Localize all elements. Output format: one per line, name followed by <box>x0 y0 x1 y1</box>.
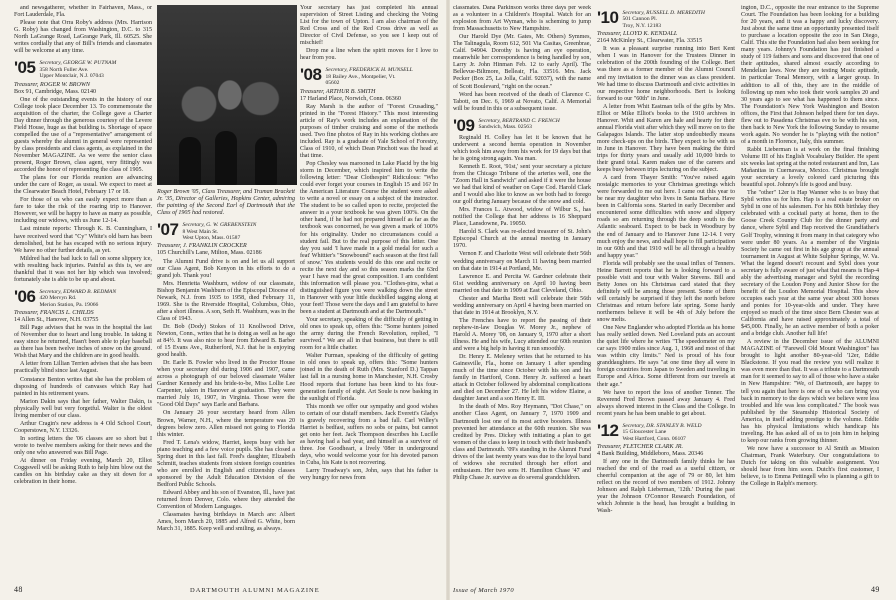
news-paragraph: For those of us who can easily expect more than a fare to take the risk of the roaring trip to Hanover. However, we will be happy to have as many as possible, including our widows, with us June 12-14. <box>14 197 152 225</box>
treasurer-info <box>14 82 152 96</box>
news-paragraph: Mrs. Henrietta Washburn, widow of our classmate, Bishop Benjamin Washburn of the Episcopal Diocese of Newark, N.J. from 1935 to 1958, died February 11, 1969. She is the Riverside Hospital, Columbus, Ohio, after a short illness. A son, Seth H. Washburn, was in the Class of 1943. <box>157 280 295 322</box>
secretary-address-line: Upper Montclair, N.J. 07043 <box>39 73 104 80</box>
secretary-address-line: West Hartford, Conn. 06107 <box>622 435 686 442</box>
news-paragraph: We now have a successor to Al Smith as Mission Chairman, Frank Waterbury. Our congratulations to Dutch for taking on this valuable assignment. You should hear from him soon. Dutch's first customer, I believe, is to Emma Pettingell who is planning a gift to the College in Ralph's memory. <box>741 445 879 488</box>
news-paragraph: Drop me a line when the spirit moves for I love to hear from you. <box>300 48 438 62</box>
secretary-address-line: Sandwich, Mass. 02563 <box>478 124 532 131</box>
class-heading <box>14 286 152 308</box>
treasurer-info <box>597 31 735 45</box>
secretary-address-line: Troy, N.Y. 12183 <box>622 22 662 29</box>
secretary-address-line: 358 North Fuller Ave. <box>39 66 89 73</box>
news-paragraph: Please note that Orra Roby's address (Mrs. Harrison G. Roby) has changed from Washington, D.C. to 315 North LaGrange Road, LaGrange Park, Ill. 60525. She writes cordially that any of Bill's friends and classmates will be welcome at any time. <box>14 20 152 55</box>
treasurer-name: Treasurer, LLOYD K. KENDALL <box>597 31 678 38</box>
news-paragraph: Dr. Earle B. Fowler who lived in the Proctor House when your secretary did during 1906 and 1907, came across a photograph of our beloved classmate Walter Gardner Kennedy and his bride-to-be, Miss Lollie Lee Carpenter, taken in Hanover at graduation. They were married July 16, 1907, in Virginia. Those were the "Good Old Days" says Earle and Barbara. <box>157 360 295 409</box>
secretary-address-line: 15 Gloucester Lane <box>622 429 667 436</box>
left-page-number: 48 <box>14 585 23 594</box>
right-page-number: 49 <box>871 585 880 594</box>
class-year: '12 <box>597 420 619 440</box>
left-page <box>0 0 447 600</box>
news-paragraph: Lawrence E. and Percita W. Gardner celebrate their 61st wedding anniversary on April 10 having been married on that date in 1909 at East Cleveland, Ohio. <box>453 273 591 294</box>
news-paragraph: Ray Marsh is the author of "Forest Crusading," printed in the "Forest History." This most interesting article of Ray's work includes an explanation of the purposes of timber cruising and some of the methods used. Two fine photos of Ray in his working clothes are included. Ray is a graduate of Yale School of Forestry, Class of 1910, of which Dean Pinchott was the head at that time. <box>300 103 438 160</box>
news-paragraph: A card from Thayer Smith: "You've raised again nostalgic memories to your Christmas greetings which were forwarded to me out here. I came out this year to be near my daughter who lives in Santa Barbara. Have been in California sons. Started in early December and encountered some difficulties with snow and slippery roads so am returning through the deep south to the Atlantic seaboard. Expect to be back in Woodbury by the end of January and to Hanover June 12-14. I very much enjoy the news, and shall hope to fill participation in our 60th and that 1910 will be all through a healthy and happy year." <box>597 175 735 259</box>
class-secretary-info <box>622 423 701 442</box>
news-paragraph: This month we offer our sympathy and good wishes to certain of our distaff members. Jack Everett's Gladys is gravely recovering from a bad fall. Carl Willey's Harriet is bedfast, suffers no sobs or pains, but cannot get onto her feet. Jack Thompson describes his Lucille as having had a bad year, and himself as a survivor of three. Joe Goodheart, a lively '08er in underground days, who would welcome your for his devoted parson in Cuba, his Kate is not recovering. <box>300 403 438 467</box>
news-paragraph: On January 26 your secretary heard from Allen Brown, Warner, N.H., where the temperature was 20 degrees below zero. Allen missed not going to Florida this winter. <box>157 410 295 438</box>
treasurer-info <box>14 310 152 324</box>
treasurer-address: 105 Churchill's Lane, Milton, Mass. 02186 <box>157 250 262 257</box>
secretary-address-line: Merion Station, Pa. 19066 <box>39 301 99 308</box>
class-year: '06 <box>14 286 36 306</box>
class-secretary-info <box>39 289 116 308</box>
treasurer-address: 14 Allen St., Hanover, N.H. 03755 <box>14 317 99 324</box>
treasurer-info <box>597 444 735 458</box>
secretary-name: Secretary, DR. STANLEY B. WELD <box>622 422 702 429</box>
class-secretary-info <box>39 60 116 79</box>
news-paragraph: Classmates having birthdays in March are: Albert Ames, born March 20, 1885 and Alfred G. White, born March 31, 1885. Keep well and smiling, as always. <box>157 512 295 533</box>
news-paragraph: Edward Abbey and his son of Evanston, Ill., have just returned from Denver, Colo. where they attended the Convention of Modern Languages. <box>157 490 295 511</box>
secretary-address-line: 8 West Main St. <box>182 228 219 235</box>
right-page <box>449 0 896 600</box>
news-paragraph: The Frenches have to report the passing of their nephew-in-law Douglas W. Morey Jr., nephew of Harold A. Morey '08, on January 9, 1970 after a short illness. He and his wife, Lucy attended our 60th reunion and were a big help in having it run smoothly. <box>453 317 591 353</box>
class-heading <box>157 222 295 241</box>
right-column-3 <box>741 5 879 580</box>
treasurer-address: Box 91, Cambridge, Mass. 02140 <box>14 88 97 95</box>
news-paragraph: If any one in the Dartmouth family thinks he has reached the end of the road as a useful citizen, or cheerful companion at the age of 79 or 80, let him reflect on the record of two members of 1912. Johnny Johnson and Ralph Lieberman, '12th.' During the past year the Johnson O'Connor Research Foundation, of which Johnnie is the head, has brought a building in Wash- <box>597 459 735 515</box>
class-heading <box>597 420 735 442</box>
right-column-1 <box>453 5 591 580</box>
left-column-1 <box>14 5 152 580</box>
secretary-name: Secretary, RUSSELL D. MEREDITH <box>622 10 705 16</box>
secretary-name: Secretary, FREDERICK H. MUNSELL <box>325 67 413 74</box>
news-paragraph: A review in the December issue of the ALUMNI MAGAZINE of "Farewell Old Mount Washington" has brought to light another 80-year-old '12er, Eddie Blackstone. If you read the review you will realize it was even more than that. It was a tribute to a Dartmouth man for it seemed to say to all of those who have a stake in New Hampshire: "We, of Dartmouth, are happy to tell you again that here is one of us who can bring you back in memory to the days which we believe were less troubled and life was less complicated." The book was published by the Steamship Historical Society of America, in itself adding prestige to the volume. Eddie has his physical limitations which handicap his traveling. He has asked all of us to join him in helping to keep our ranks from growing thinner. <box>741 339 879 444</box>
news-paragraph: Harold S. Clark was re-elected treasurer of St. John's Episcopal Church at the annual meeting in January 1970. <box>453 229 591 250</box>
class-heading <box>300 67 438 86</box>
secretary-address-line: 05602 <box>325 80 340 87</box>
news-paragraph: Word has been received of the death of Clarence C. Tabott, on Dec. 6, 1969 at Novato, Calif. A Memorial will be found in this or a subsequent issue. <box>453 91 591 112</box>
news-paragraph: Marion Dakin says that her father, Walter Dakin, is physically well but very forgetful. Walter is the oldest living member of our class. <box>14 398 152 419</box>
news-paragraph: Reginald H. Colley has let it be known that he underwent a second hernia operation in November which took him away from his work for 19 days but that he is going strong again. Yea man. <box>453 134 591 162</box>
left-column-3 <box>300 5 438 580</box>
news-paragraph: classmates. Dana Parkinson works three days per week as a volunteer in a Children's Hospital. Watch for an explosion from Art Wyman, who is scheming to jump from Massachusetts to New Hampshire. <box>453 5 591 33</box>
news-paragraph: Florida will probably see the usual influx of Tenners. Heine Barrett reports that he is looking forward to a possible visit and tour with Walter Stevens. Bill and Betty Jones on his Christmas card stated that they definitely will be among those present. Some of them will certainly be surprised if they left the north before Christmas and return before late spring. Some hardy northerners believe it will be 4th of July before the snow melts. <box>597 260 735 324</box>
news-paragraph: Your secretary has just completed his annual supervision of Street Listing and checking the Voting List for the town of Upton. I am also chairman of the Red Cross and of the Red Cross drive as well as Director of Civil Defense, so you see I keep out of mischief! <box>300 5 438 47</box>
secretary-address-line: 18 Bailey Ave., Montpelier, Vt. <box>325 73 396 80</box>
news-paragraph: ington, D.C., opposite the rear entrance to the Supreme Court. The Foundation has been looking for a building for 20 years, and it was a happy and lucky discovery. Just about the same time an opportunity presented itself to purchase a location opposite the zoo in San Diego, Calif. This site the Foundation had also been seeking for many years. Johnny's Foundation has just finished a study of 119 fathers and sons and discovered that one of their aptitudes, shared almost exactly according to Mendelian laws. Now they are testing Music aptitude, in particular Tonal Memory, with a larger group. In addition to all of this, they are in the middle of following up men who took their work samples 20 and 30 years ago to see what has happened to them since. The Foundation's New York Washington and Boston offices, the First that Johnson helped there for ten days. flew out to Pasadena Christmas eve to be with his son, then back to New York the following Sunday to resume work again. No wonder he is "playing with the notion" of a month in Florence, Italy, this summer. <box>741 5 879 145</box>
right-column-2 <box>597 5 735 580</box>
treasurer-name: Treasurer, FRANCIS L. CHILDS <box>14 310 94 317</box>
news-paragraph: Larry Treadway's son, John, says that his father is very hungry for news from <box>300 468 438 482</box>
treasurer-address: 2164 McKinley St., Clearwater, Fla. 33515 <box>597 38 703 45</box>
news-paragraph: One of the outstanding events in the history of our College took place December 13. To commemorate the acquisition of the charter, the College gave a Charter Day dinner through the generous courtesy of the Levere Field House, huge as that building is. Shortage of space compelled the use of a "representative" arrangement of guests whereby the alumni in general were represented by class presidents and class agents, as explained in the November MAGAZINE. As we were the senior class present, Roger Brown, class agent, very fittingly was accorded the honor of representing the class of 1905. <box>14 96 152 174</box>
secretary-name: Secretary, GEORGE W. PUTNAM <box>39 60 117 67</box>
news-paragraph: Our Harold Dye (Mr. Gates, Mr. Others) Symmes, The Talinagula, Room 612, 501 Via Casitas, Greenbrae, Calif. 94904. Dorothy is having an eye operation, meanwhile her correspondence is being handled by son, Larry Jr. John Hinman Feb. 12 to early April). The Bellevue-Biltmore, Belleair, Fla. 33516. Mrs. Jack Pecker (Box 25, La Jolla, Calif. 92037), with the name of Scott Boulevard, "right on the ocean." <box>453 34 591 90</box>
news-paragraph: At dinner on Friday evening, March 20, Elliot Coggswell will be asking Ruth to help him blow out the candles on his birthday cake as they sit down for a celebration in their home. <box>14 458 152 486</box>
class-secretary-info <box>325 67 412 86</box>
news-paragraph: Constance Benton writes that she has the problem of disposing of hundreds of canvases which Ray had painted in his retirement years. <box>14 376 152 397</box>
news-paragraph: Dr. Henry E. Meleney writes that he returned to his Gainesville, Fla., home on January 1 after spending much of the time since October with his son and his family in Hartford, Conn. Henry Jr. suffered a heart attack in October followed by abdominal complications and died on December 27. He left his widow Elaine, a daughter Janet and a son Henry E. III. <box>453 354 591 403</box>
class-heading <box>453 115 591 135</box>
news-paragraph: Arthur Cragin's new address is 4 Old School Court, Cooperstown, N.Y. 13326. <box>14 420 152 434</box>
news-paragraph: Walter Furman, speaking of the difficulty of getting in old ones to speak up, offers this: "Some hunters joined in the death of Ruth (Mrs. Stanford D.) Tappan last fall in a nursing home in Manchester, N.H. Crosby Hood reports that fortune has been kind to his four-generation family of eight. Art Soule is now basking in the sunlight of Florida. <box>300 353 438 402</box>
secretary-address-line: 501 Cannon Pl. <box>622 16 658 23</box>
secretary-name: Secretary, G. W. GREBENSTEIN <box>182 222 257 229</box>
news-paragraph: Kenneth E. Root, '91st,' sent your secretary a picture from the Chicago Tribune of the arteries well, one the "Zoom Hall in Sandwich" and asked if it were the house we had that kind of weather on Cape Cod. Harold Clark and I would also like to know as we both had to forego our golf during January because of the snow and cold. <box>453 163 591 206</box>
news-paragraph: Dr. Bob (Dody) Stokes of 11 Knollwood Drive, Newton, Conn., writes that he is doing as well as he ago at 84½. It was also nice to hear from Edward B. Barber of 15 Evans Ave., Rutherford, N.J. that he is enjoying good health. <box>157 323 295 359</box>
news-paragraph: In the death of Mrs. Roy Heymann, "Dot Chase," on another Class Agent, on January 7, 1970 1909 and Dartmouth lost one of its most active boosters. Illness prevented her attendance at the 60th reunion. She was credited by Pres. Dickey with initiating a plan to get women of the class to keep in touch with their husband's class and Dartmouth. '09's standing in the Alumni Fund drives of the last twenty years was due to the loyal band of widows she recruited through her effort and enthusiasm. Her two sons H. Hamilton Chase '47 and Philip Chase Jr. survive as do several grandchildren. <box>453 404 591 481</box>
treasurer-name: Treasurer, J. FRANKLIN CROCKER <box>157 243 247 250</box>
secretary-name: Secretary, BERTRAND C. FRENCH <box>478 117 560 124</box>
news-paragraph: Rabbi Lieberman is at work on the final finishing Volume III of his English Vocabulary Builder. He spent six weeks last spring at the noted restaurant and Inn, Las Mañanitas in Cuernavaca, Mexico. Christmas brought your secretary a lovely colored card picturing this beautiful spot. Johnny's life is good and busy. <box>741 146 879 189</box>
treasurer-address: 4 Bank Building, Middleboro, Mass. 20346 <box>597 451 704 458</box>
secretary-address-line: West Upton, Mass. 01587 <box>182 235 241 241</box>
class-year: '05 <box>14 58 36 78</box>
right-footer <box>871 585 880 594</box>
issue-footer: Issue of March 1970 <box>453 587 514 594</box>
treasurer-info <box>300 89 438 103</box>
secretary-address-line: 420 Mervyn Rd. <box>39 295 77 302</box>
class-photo <box>157 5 297 185</box>
news-paragraph: Mrs. Frances L. Atwood, widow of Wilbur S., has notified the College that her address is 16 Sheppard Place, Lansdowne, Pa. 19050. <box>453 207 591 228</box>
news-paragraph: and newsgatherer, whether in Fairhaven, Mass., or Fort Lauderdale, Fla. <box>14 5 152 19</box>
class-year: '09 <box>453 115 475 135</box>
class-heading <box>597 10 735 29</box>
news-paragraph: We have to report the loss of another Tenner. The Reverend Fred Brown passed away January 4. Fred always showed interest in the Class and the College. In recent years he has been unable to get about. <box>597 389 735 417</box>
news-paragraph: Chester and Martha Brett will celebrate their 56th wedding anniversary on April 4 having been married on that date in 1914 at Brooklyn, N.Y. <box>453 295 591 316</box>
treasurer-name: Treasurer, ROGER W. BROWN <box>14 81 91 88</box>
class-secretary-info <box>182 222 256 241</box>
photo-caption: Roger Brown '05, Class Treasurer, and Truman Brackett Jr. '35, Director of Galleries, Hopkins Center, admiring the painting of the Second Earl of Dartmouth that the Class of 1905 had restored. <box>157 189 295 217</box>
class-year: '10 <box>597 8 619 27</box>
news-paragraph: The "other" 12er is Hap Wanner who is so busy that Sybil writes us for him. Hap is a real estate broker on Sybil in one of his salesmen. For his 80th birthday they celebrated with a cocktail party at home, then to the Goose Creek Country Club for the dinner party and dance, where Sybil and Hap received the Grandfather's Golf Trophy, winning it from many in that category who were under 80 years. As a member of the Virginia Society he came out first in his age group at the annual tournament in August at White Sulphur Springs, W. Va. What the legend doesn't recount and Sybil does your secretary is fully aware of just what that means is Hap-4 ably the advertising manager and Sybil the recording secretary of the Loudon Pony and Junior Show for the benefit of the Loudon Memorial Hospital. This show occupies each year at the same year about 300 horses and ponies for 10-year-olds and under. They have enjoyed so much of the time since Bern Chester was at California and have raised approximately a total of $45,000. Finally, he an active member of both a poker and a bridge club. Another full life! <box>741 190 879 338</box>
class-secretary-info <box>478 118 559 131</box>
left-footer <box>14 585 23 594</box>
magazine-title-footer: DARTMOUTH ALUMNI MAGAZINE <box>190 587 320 594</box>
news-paragraph: A letter from Whit Eastman tells of the gifts by Mrs. Elliot or Mike Elliot's books to the 1910 archives in Hanover. Whit and Karen are hale and hearty for their annual Florida visit after which they will move on to the Galapagos Islands. The latter stop undoubtedly means more check-ups on the birds. They expect to be with us in June in Hanover. They have been making the third trips for thirty years and usually add 10,000 birds to their grand total. Karen makes use of the careers and keeps busy between trips lecturing on the subject. <box>597 103 735 174</box>
news-paragraph: Bill Page advises that he was in the hospital the last of November due to heart and lung trouble. In taking it easy since he returned, Hasn't been able to play baseball as there has been twelve inches of snow on the ground. Wish that Mary and the children are in good health. <box>14 325 152 360</box>
news-paragraph: The Alumni Fund drive is on and let us all support our Class Agent, Bob Kenyon in his efforts to do a grand job. Thank you! <box>157 258 295 279</box>
treasurer-name: Treasurer, ARTHUR B. SMITH <box>300 88 376 95</box>
news-paragraph: Pop Chesley was marooned in Lake Placid by the big storm in December, which inspired him to write the following letter: "Dear Clothespin" Ridiculous: "Who could ever forget your courses in English 15 and 16? In the American Literature Course the student were asked to write a novel or essay on a subject of the instructor. The student to be so called upon to recite, projected the answer in a your textbook he was given 100%. On the other hand, if he had not prepared himself as far as the textbook was concerned, he was given a mark of 100% for his originality. Under no circumstances could a student fail. But to the real purpose of this letter. One day you said 'I have made in a gold medal for such a feat' Whittier's "Snowbound" each season at the first fall of snow.' Yes students would do this one and recite or recite the next day and so this season marks the 63rd year I have read the great composition. I am confident this information will please you. "Clothes-pins, what a distinguished figure you were walking down the street in Hanover with your little duckbilled tagging along at your feet! Those were the days and I am grateful to have been a student at Dartmouth and at the Dartmouth." <box>300 161 438 316</box>
news-paragraph: Your secretary, speaking of the difficulty of getting in old ones to speak up, offers this: "Some hunters joined the army during the French Revolution, replied, "I survived." We are all in that business, but there is still room for a little chatter. <box>300 317 438 352</box>
news-paragraph: Mildred had the bad luck to fall on some slippery ice, with resulting back injuries. Painful as this is, we are thankful that it was not her hip which was involved; fortunately she is able to be up and about. <box>14 255 152 283</box>
news-paragraph: In sorting letters the '06 classes are so short but I wrote to twelve members asking for their news and the only one who answered was Bill Page. <box>14 435 152 456</box>
treasurer-address: 17 Harland Place, Norwich, Conn. 06360 <box>300 95 401 102</box>
news-paragraph: Vernon F. and Charlotte West will celebrate their 56th wedding anniversary on March 11 having been married on that date in 1914 at Portland, Me. <box>453 251 591 272</box>
news-paragraph: A letter from Lillian Terrien advises that she has been practically blind since last August. <box>14 361 152 375</box>
news-paragraph: It was a pleasant surprise running into Bert Kent when I was in Hanover for the Trustees Dinner in celebration of the 200th founding of the College. Bert was there as a former member of the Alumni Council and my invitation to the dinner was as class president. We had time to discuss Dartmouth and civic activities in our respective home neighborhoods. Bert is looking forward to our "60th" in June. <box>597 46 735 102</box>
news-paragraph: Fred T. Lena's widow, Harriet, keeps busy with her piano teaching and a few voice pupils. She has closed a Spring duet in this last fall. Fred's daughter, Elizabeth Schmitt, teaches students from sixteen foreign countries who are enrolled in English and citizenship classes sponsored by the Adult Education Division of the Bedford Public Schools. <box>157 439 295 488</box>
treasurer-info <box>157 243 295 257</box>
secretary-name: Secretary, EDWARD B. REDMAN <box>39 288 117 295</box>
class-secretary-info <box>622 10 705 29</box>
class-year: '07 <box>157 220 179 240</box>
news-paragraph: One New Englander who adopted Florida as his home has really settled down. Ned Loveland puts an account the quiet life where he writes "The speedometer on my car says 1900 miles since Aug. 1, 1968 and most of that was within city limits." Ned is proud of his four granddaughters. He says "at one time they all were in foreign countries from Japan to Sweden and traveling in Europe and Africa. Some different from our travels at their age." <box>597 325 735 388</box>
class-year: '08 <box>300 65 322 85</box>
news-paragraph: Last minute reports: Through K. B. Cunningham, I have received word that "Cy" White's old barn has been demolished, but he has escaped with no serious injury. We have no other further details, as yet. <box>14 226 152 254</box>
news-paragraph: The plans for our Florida reunion are advancing under the care of Roger, as usual. We expect to meet at the Clearwater Beach Hotel, February 17 or 18. <box>14 175 152 196</box>
class-heading <box>14 60 152 79</box>
treasurer-name: Treasurer, FLETCHER CLARK JR. <box>597 443 684 450</box>
